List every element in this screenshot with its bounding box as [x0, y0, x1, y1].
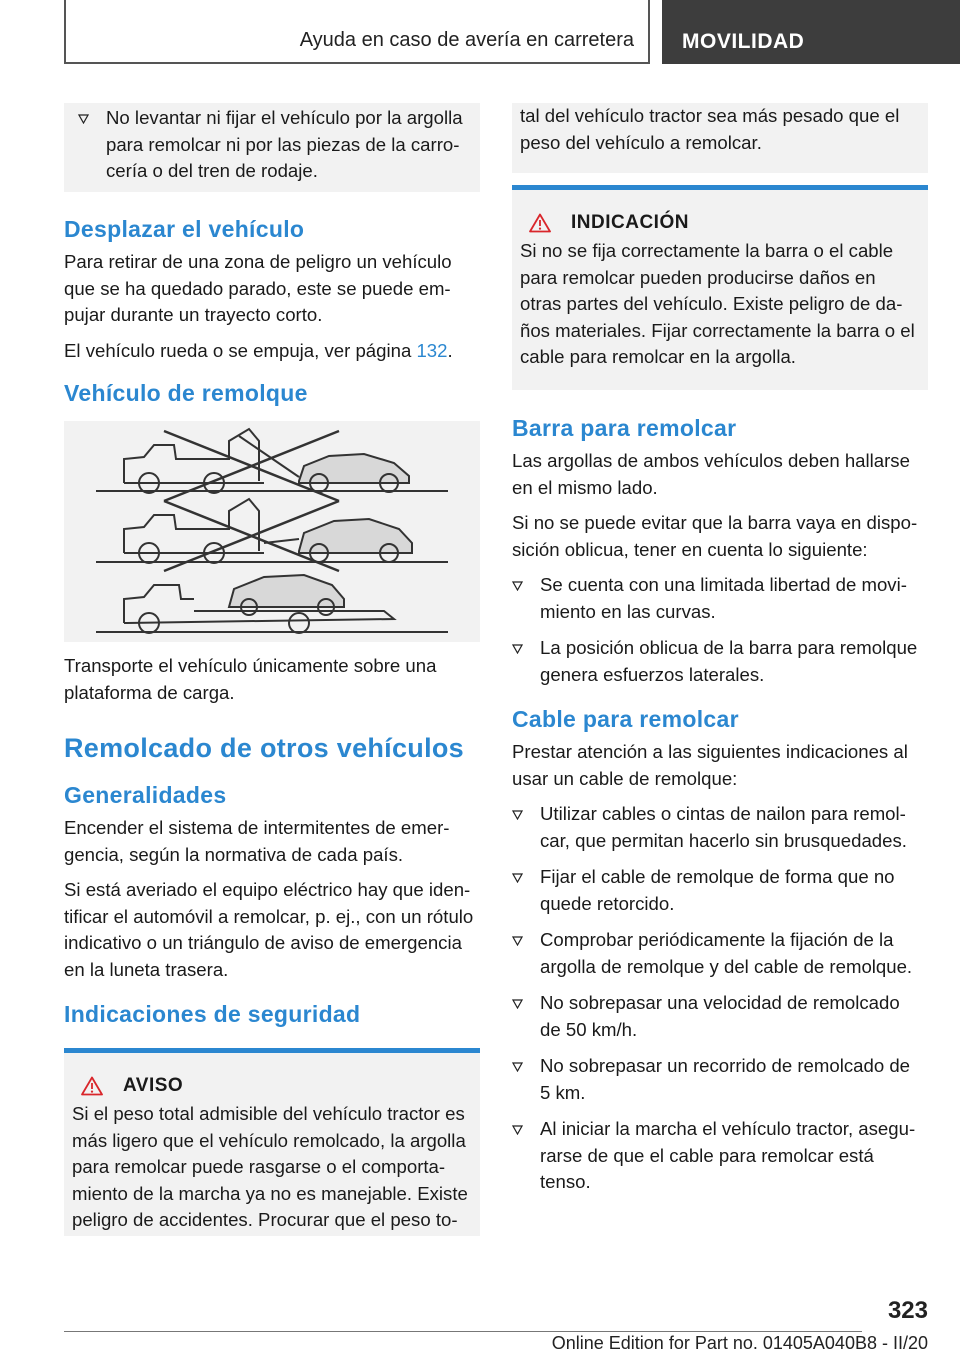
warning-triangle-icon [529, 213, 551, 233]
list-item: Al iniciar la marcha el vehículo tractor, asegu- rarse de que el cable para remolcar está tenso. [498, 1116, 928, 1196]
list-item: La posición oblicua de la barra para remolque genera esfuerzos laterales. [498, 635, 928, 688]
aviso-header [72, 1075, 472, 1097]
list-item [64, 105, 480, 185]
paragraph-cable: Prestar atención a las siguientes indicaciones al usar un cable de remolque: [512, 741, 908, 789]
aviso-continued-box [512, 103, 928, 173]
aviso-title: AVISO [123, 1075, 184, 1096]
heading-generalidades: Generalidades [64, 782, 227, 808]
heading-barra: Barra para remolcar [512, 415, 737, 441]
triangle-bullet-icon [512, 644, 523, 688]
warning-triangle-icon [81, 1076, 103, 1096]
heading-remolcado: Remolcado de otros vehículos [64, 733, 464, 763]
list-item: No sobrepasar una velocidad de remolcado de 50 km/h. [498, 990, 928, 1043]
indicacion-header [520, 212, 920, 234]
left-column [64, 103, 480, 1236]
chapter-tab-label: MOVILIDAD [682, 30, 805, 53]
list-item: Utilizar cables o cintas de nailon para remol- car, que permitan hacerlo sin brusquedades. [498, 801, 928, 854]
list-item: Comprobar periódicamente la fijación de la argolla de remolque y del cable de remolque. [498, 927, 928, 980]
triangle-bullet-icon [78, 114, 89, 185]
footer-divider [64, 1331, 862, 1332]
tow-vehicle-illustration [64, 421, 480, 642]
paragraph-gen2: Si está averiado el equipo eléctrico hay que iden- tificar el automóvil a remolcar, p. ej., con un rótulo indicativo o un triángulo de aviso de emergencia en la luneta trasera. [64, 879, 474, 980]
right-column [512, 103, 928, 1206]
paragraph-barra1: Las argollas de ambos vehículos deben hallarse en el mismo lado. [512, 450, 910, 498]
paragraph-rueda: El vehículo rueda o se empuja, ver página 132. [64, 339, 453, 361]
triangle-bullet-icon [512, 936, 523, 980]
page-link-132[interactable]: 132 [416, 339, 448, 361]
edition-footer: Online Edition for Part no. 01405A040B8 - II/20 [551, 1333, 928, 1353]
page-number: 323 [887, 1297, 928, 1324]
tow-truck-diagram-icon [64, 421, 480, 642]
aviso-continued-text: tal del vehículo tractor sea más pesado que el peso del vehículo a remolcar. [520, 105, 900, 153]
continued-bullet-box [64, 103, 480, 192]
paragraph-gen1: Encender el sistema de intermitentes de emer- gencia, según la normativa de cada país. [64, 817, 450, 865]
paragraph-desplazar: Para retirar de una zona de peligro un vehículo que se ha quedado parado, este se puede em- pujar durante un trayecto corto. [64, 251, 452, 325]
indicacion-title: INDICACIÓN [571, 212, 689, 233]
triangle-bullet-icon [512, 581, 523, 625]
list-item: Fijar el cable de remolque de forma que no quede retorcido. [498, 864, 928, 917]
triangle-bullet-icon [512, 999, 523, 1043]
paragraph-barra2: Si no se puede evitar que la barra vaya en dispo- sición oblicua, tener en cuenta lo siguiente: [512, 512, 918, 560]
chapter-tab[interactable] [662, 0, 960, 64]
indicacion-box [512, 185, 928, 390]
aviso-box [64, 1048, 480, 1236]
list-item: Se cuenta con una limitada libertad de movi- miento en las curvas. [498, 572, 928, 625]
triangle-bullet-icon [512, 810, 523, 854]
list-item: No sobrepasar un recorrido de remolcado de 5 km. [498, 1053, 928, 1106]
heading-seguridad: Indicaciones de seguridad [64, 1001, 361, 1027]
triangle-bullet-icon [512, 873, 523, 917]
header-section-box [64, 0, 650, 64]
aviso-text: Si el peso total admisible del vehículo tractor es más ligero que el vehículo remolcado, la argolla para remolcar puede rasgarse o el comporta- miento de la marcha ya no es manejable. Existe peligro de accidentes. Procurar que el peso to- [72, 1103, 468, 1230]
triangle-bullet-icon [512, 1062, 523, 1106]
heading-cable: Cable para remolcar [512, 706, 739, 732]
list-item-text: No levantar ni fijar el vehículo por la argolla para remolcar ni por las piezas de la carro- cería o del tren de rodaje. [106, 107, 463, 181]
heading-desplazar: Desplazar el vehículo [64, 216, 305, 242]
section-title: Ayuda en caso de avería en carretera [299, 29, 634, 51]
paragraph-transporte: Transporte el vehículo únicamente sobre una plataforma de carga. [64, 655, 437, 703]
indicacion-text: Si no se fija correctamente la barra o el cable para remolcar pueden producirse daños en otras partes del vehículo. Existe peligro de da- ños materiales. Fijar correctamente la barra o el cable para remolcar en la argolla. [520, 240, 915, 367]
heading-remolque: Vehículo de remolque [64, 380, 308, 406]
triangle-bullet-icon [512, 1125, 523, 1196]
